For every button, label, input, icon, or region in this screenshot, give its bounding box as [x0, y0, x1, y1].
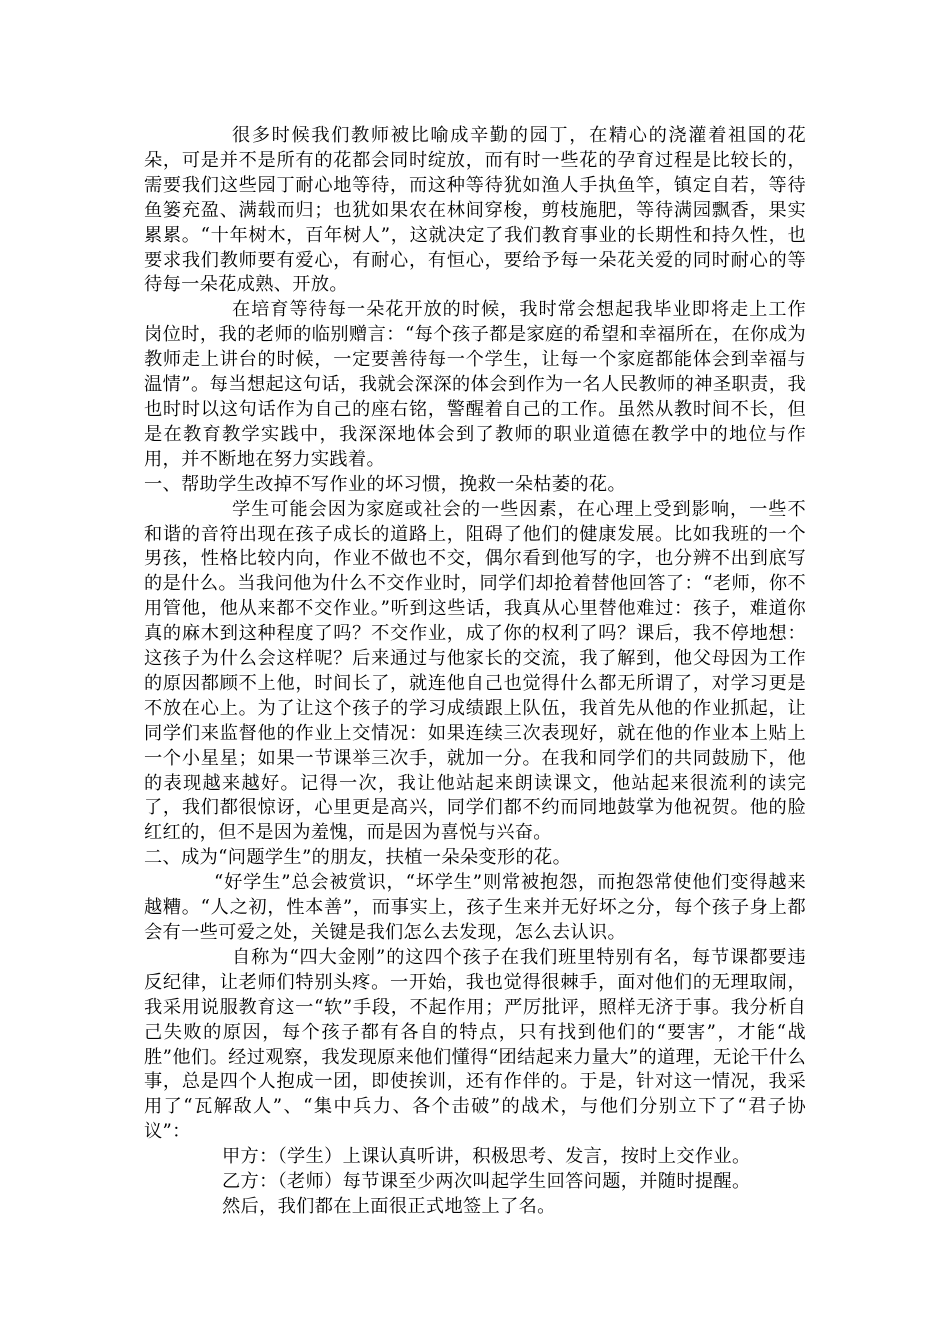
paragraph-intro: 很多时候我们教师被比喻成辛勤的园丁，在精心的浇灌着祖国的花朵，可是并不是所有的花都会同时绽放，而有时一些花的孕育过程是比较长的，需要我们这些园丁耐心地等待，而这种等待犹如渔人手执鱼竿，镇定自若，等待鱼篓充盈、满载而归；也犹如果农在林间穿梭，剪枝施肥，等待满园飘香，果实累累。“十年树木，百年树人”，这就决定了我们教育事业的长期性和持久性，也要求我们教师要有爱心，有耐心，有恒心，要给予每一朵花关爱的同时耐心的等待每一朵花成熟、开放。 [144, 125, 806, 296]
paragraph-homework-story: 学生可能会因为家庭或社会的一些因素，在心理上受到影响，一些不和谐的音符出现在孩子成长的道路上，阻碍了他们的健康发展。比如我班的一个男孩，性格比较内向，作业不做也不交，偶尔看到他写的字，也分辨不出到底写的是什么。当我问他为什么不交作业时，同学们却抢着替他回答了：“老师，你不用管他，他从来都不交作业。”听到这些话，我真从心里替他难过：孩子，难道你真的麻木到这种程度了吗？不交作业，成了你的权利了吗？课后，我不停地想：这孩子为什么会这样呢？后来通过与他家长的交流，我了解到，他父母因为工作的原因都顾不上他，时间长了，就连他自己也觉得什么都无所谓了，对学习更是不放在心上。为了让这个孩子的学习成绩跟上队伍，我首先从他的作业抓起，让同学们来监督他的作业上交情况：如果连续三次表现好，就在他的作业本上贴上一个小星星；如果一节课举三次手，就加一分。在我和同学们的共同鼓励下，他的表现越来越好。记得一次，我让他站起来朗读课文，他站起来很流利的读完了，我们都很惊讶，心里更是高兴，同学们都不约而同地鼓掌为他祝贺。他的脸红红的，但不是因为羞愧，而是因为喜悦与兴奋。 [144, 498, 806, 844]
section-heading-1: 一、帮助学生改掉不写作业的坏习惯，挽救一朵枯萎的花。 [144, 473, 626, 495]
document-body [144, 124, 806, 1220]
section-heading-2: 二、成为“问题学生”的朋友，扶植一朵朵变形的花。 [144, 847, 572, 869]
paragraph-signed: 然后，我们都在上面很正式地签上了名。 [222, 1195, 556, 1217]
agreement-party-a: 甲方：（学生）上课认真听讲，积极思考、发言，按时上交作业。 [222, 1146, 751, 1168]
agreement-party-b: 乙方：（老师）每节课至少两次叫起学生回答问题，并随时提醒。 [222, 1171, 751, 1193]
paragraph-good-bad-students: “好学生”总会被赏识，“坏学生”则常被抱怨，而抱怨常使他们变得越来越糟。“人之初，性本善”，而事实上，孩子生来并无好坏之分，每个孩子身上都会有一些可爱之处，关键是我们怎么去发现，怎么去认识。 [144, 872, 806, 943]
paragraph-teacher-advice: 在培育等待每一朵花开放的时候，我时常会想起我毕业即将走上工作岗位时，我的老师的临别赠言：“每个孩子都是家庭的希望和幸福所在，在你成为教师走上讲台的时候，一定要善待每一个学生，让每一个家庭都能体会到幸福与温情”。每当想起这句话，我就会深深的体会到作为一名人民教师的神圣职责，我也时时以这句话作为自己的座右铭，警醒着自己的工作。虽然从教时间不长，但是在教育教学实践中，我深深地体会到了教师的职业道德在教学中的地位与作用，并不断地在努力实践着。 [144, 299, 806, 470]
paragraph-four-kings: 自称为“四大金刚”的这四个孩子在我们班里特别有名，每节课都要违反纪律，让老师们特别头疼。一开始，我也觉得很棘手，面对他们的无理取闹，我采用说服教育这一“软”手段，不起作用；严厉批评，照样无济于事。我分析自己失败的原因，每个孩子都有各自的特点，只有找到他们的“要害”，才能“战胜”他们。经过观察，我发现原来他们懂得“团结起来力量大”的道理，无论干什么事，总是四个人抱成一团，即使挨训，还有作伴的。于是，针对这一情况，我采用了“瓦解敌人”、“集中兵力、各个击破”的战术，与他们分别立下了“君子协议”： [144, 946, 806, 1143]
